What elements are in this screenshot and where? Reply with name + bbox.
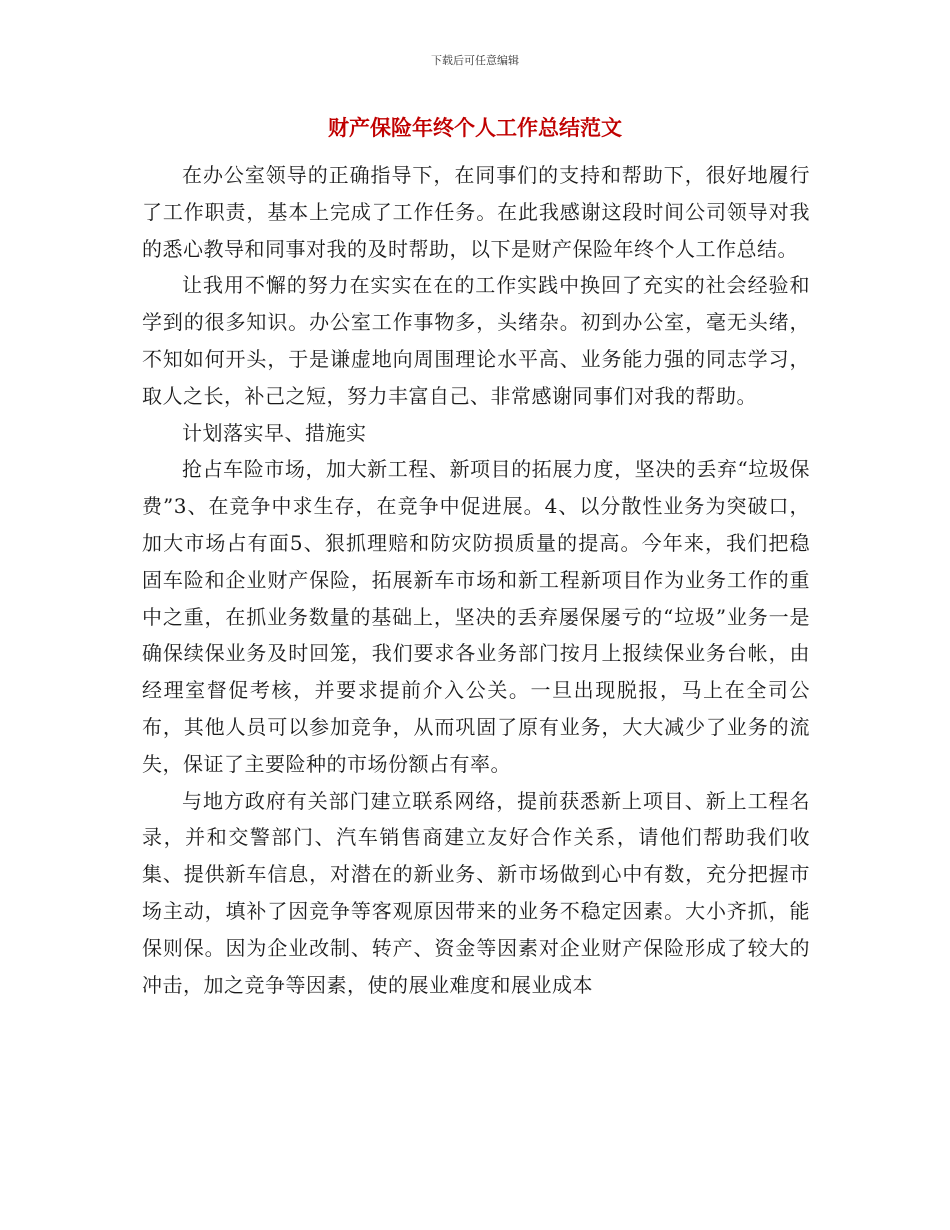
section-heading-plan: 计划落实早、措施实 [182,420,367,445]
paragraph-intro: 在办公室领导的正确指导下，在同事们的支持和帮助下，很好地履行了工作职责，基本上完成了工作任务。在此我感谢这段时间公司领导对我的悉心教导和同事对我的及时帮助，以下是财产保险年终个人工作总结。 [142,163,810,261]
page-header: 下载后可任意编辑 [431,54,519,67]
paragraph-car-insurance: 抢占车险市场，加大新工程、新项目的拓展力度，坚决的丢弃“垃圾保费”3、在竞争中求生存，在竞争中促进展。4、以分散性业务为突破口，加大市场占有面5、狠抓理赔和防灾防损质量的提高。今年来，我们把稳固车险和企业财产保险，拓展新车市场和新工程新项目作为业务工作的重中之重，在抓业务数量的基础上，坚决的丢弃屡保屡亏的“垃圾”业务一是确保续保业务及时回笼，我们要求各业务部门按月上报续保业务台帐，由经理室督促考核，并要求提前介入公关。一旦出现脱报，马上在全司公布，其他人员可以参加竞争，从而巩固了原有业务，大大减少了业务的流失，保证了主要险种的市场份额占有率。 [142,457,810,776]
paragraph-experience: 让我用不懈的努力在实实在在的工作实践中换回了充实的社会经验和学到的很多知识。办公室工作事物多，头绪杂。初到办公室，毫无头绪，不知如何开头，于是谦虚地向周围理论水平高、业务能力强的同志学习，取人之长，补己之短，努力丰富自己、非常感谢同事们对我的帮助。 [142,273,810,408]
paragraph-government-network: 与地方政府有关部门建立联系网络，提前获悉新上项目、新上工程名录，并和交警部门、汽车销售商建立友好合作关系，请他们帮助我们收集、提供新车信息，对潜在的新业务、新市场做到心中有数，充分把握市场主动，填补了因竞争等客观原因带来的业务不稳定因素。大小齐抓，能保则保。因为企业改制、转产、资金等因素对企业财产保险形成了较大的冲击，加之竞争等因素，使的展业难度和展业成本 [142,788,810,997]
document-title: 财产保险年终个人工作总结范文 [328,116,622,140]
document-body [142,157,810,1003]
